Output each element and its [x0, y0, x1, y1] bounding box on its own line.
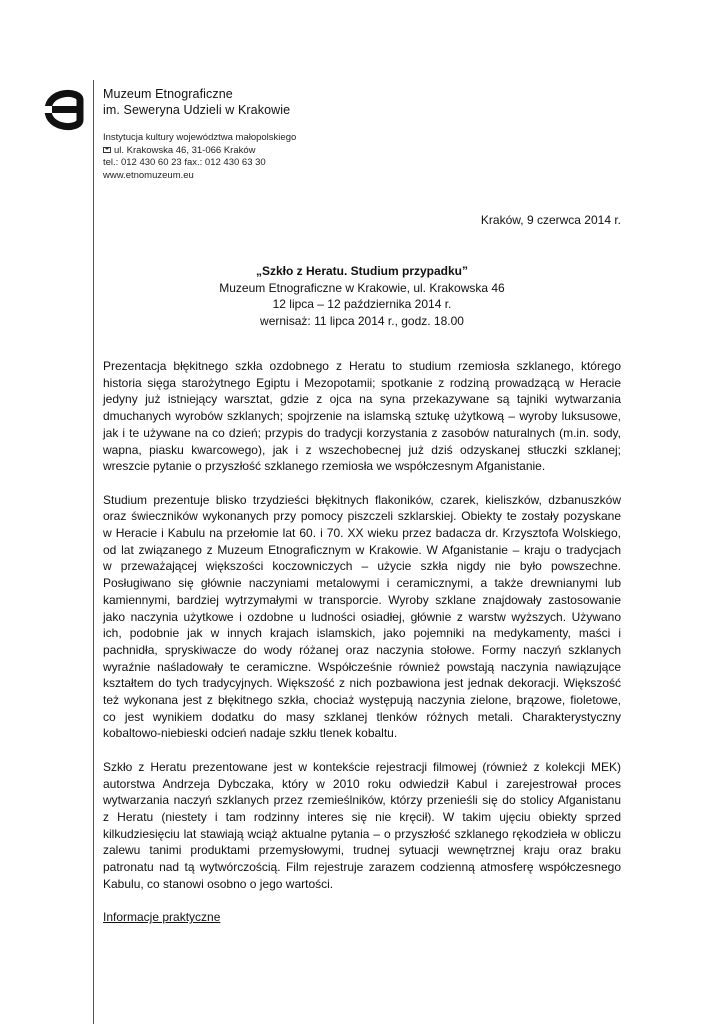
- exhibition-title-block: [103, 263, 621, 330]
- text-line: kształtem do tych tradycyjnych. Większość z nich pozbawiona jest jednak dekoracji. Większość: [103, 676, 621, 691]
- text-line: historia sięga starożytnego Egiptu i Mezopotamii; spotkanie z rodziną prowadzącą w Heracie: [103, 375, 621, 390]
- exhibition-title: „Szkło z Heratu. Studium przypadku”: [255, 264, 469, 278]
- text-line: kamiennymi, bardziej wytrzymałymi w transporcie. Wyroby szklane znajdowały zastosowanie: [103, 592, 621, 607]
- text-line: pachnidła, spryskiwacze do wody różanej oraz naczynia stołowe. Formy naczyń szklanych: [103, 642, 621, 657]
- text-line: Kabulu, co stanowi osobno o jego wartości.: [103, 876, 334, 891]
- text-line: Szkło z Heratu prezentowane jest w kontekście rejestracji filmowej (również z kolekcji MEK): [103, 759, 621, 774]
- text-line: z Heratu (niestety i tam rodzinny interes się nie kręcił). W takim ujęciu obiekty sprzed: [103, 809, 621, 824]
- text-line: autorstwa Andrzeja Dybczaka, który w 2010 roku odwiedził Kabul i zarejestrował proces: [103, 776, 621, 791]
- exhibition-dates: 12 lipca – 12 października 2014 r.: [272, 297, 452, 312]
- text-line: w Heracie i Kabulu na przełomie lat 60. i 70. XX wieku przez badacza dr. Krzysztofa Wolskiego,: [103, 526, 621, 541]
- text-line: Studium prezentuje blisko trzydzieści błękitnych flakoników, czarek, kieliszków, dzbanuszków: [103, 492, 621, 507]
- envelope-icon: [103, 147, 111, 153]
- letter-date: Kraków, 9 czerwca 2014 r.: [480, 213, 621, 227]
- paragraph-1: [103, 358, 621, 475]
- practical-info-link[interactable]: Informacje praktyczne: [103, 910, 221, 925]
- text-line: dmuchanych wyrobów szklanych; spojrzenie na islamską sztukę użytkową – wyroby luksusowe,: [103, 409, 621, 424]
- text-line: ich, podobnie jak w innych krajach islamskich, jako pojemniki na medykamenty, maści i: [103, 626, 621, 641]
- text-line: wyraźnie naśladowały te ceramiczne. Współcześnie również powstają naczynia nawiązujące: [103, 659, 621, 674]
- text-line: wreszcie pytanie o przyszłość szklanego rzemiosła we współczesnym Afganistanie.: [103, 459, 546, 474]
- museum-name-line2: im. Seweryna Udzieli w Krakowie: [103, 103, 291, 117]
- museum-name-line1: Muzeum Etnograficzne: [103, 87, 233, 101]
- text-line: jedyny już istniejący warsztat, gdzie z ojca na syna przekazywane są tajniki wytwarzania: [103, 392, 621, 407]
- exhibition-venue: Muzeum Etnograficzne w Krakowie, ul. Krakowska 46: [219, 280, 505, 295]
- text-line: patronatu nad tą wytwórczością. Film rejestruje zarazem codzienną atmosferę współczesnego: [103, 860, 621, 875]
- text-line: jako naczynia użytkowe i ozdobne u ludności osiadłej, głównie z warstw wyższych. Używano: [103, 609, 621, 624]
- address-line: [103, 145, 423, 158]
- text-line: kilkudziesięciu lat stawiają wciąż aktualne pytania – o przyszłość szklanego rękodzieła w obliczu: [103, 826, 621, 841]
- phone-fax: tel.: 012 430 60 23 fax.: 012 430 63 30: [103, 157, 266, 168]
- text-line: oraz świeczników wykonanych przy pomocy piszczeli szklarskiej. Obiekty te zostały pozyskane: [103, 509, 621, 524]
- address-text: ul. Krakowska 46, 31-066 Kraków: [114, 144, 256, 156]
- text-line: zalewu tanimi produktami przemysłowymi, trudnej sytuacji wewnętrznej kraju oraz braku: [103, 843, 621, 858]
- letterhead: [103, 86, 423, 182]
- text-line: co jest wynikiem dodatku do masy szklanej tlenków różnych metali. Charakterystyczny: [103, 709, 621, 724]
- text-line: też wykonana jest z błękitnego szkła, chociaż występują naczynia zielone, brązowe, fioletowe,: [103, 693, 621, 708]
- institution-text: Instytucja kultury województwa małopolskiego: [103, 132, 297, 143]
- museum-logo-icon: [44, 84, 84, 136]
- paragraph-3: [103, 759, 621, 893]
- exhibition-opening: wernisaż: 11 lipca 2014 r., godz. 18.00: [260, 314, 464, 329]
- margin-rule: [93, 80, 94, 1024]
- paragraph-2: [103, 492, 621, 743]
- text-line: Posługiwano się głównie naczyniami metalowymi i ceramicznymi, a także drewnianymi lub: [103, 576, 621, 591]
- text-line: kobaltowo-niebieski odcień nadaje szkłu tlenek kobaltu.: [103, 726, 398, 741]
- text-line: wapna, piasku kwarcowego), jak i z wszechobecnej już dziś odzyskanej stłuczki szklanej;: [103, 442, 621, 457]
- text-line: Prezentacja błękitnego szkła ozdobnego z Heratu to studium rzemiosła szklanego, którego: [103, 359, 621, 373]
- text-line: jak i te używane na co dzień; przypis do tradycji korzystania z zasobów naturalnych (m.in. sody,: [103, 425, 621, 440]
- text-line: w przeważającej większości koczowniczych – użycie szkła nigdy nie było powszechne.: [103, 559, 621, 574]
- text-line: wytwarzania naczyń szklanych przez rzemieślników, którzy przenieśli się do stolicy Afganistanu: [103, 793, 621, 808]
- website: www.etnomuzeum.eu: [103, 169, 194, 181]
- text-line: od lat związanego z Muzeum Etnograficznym w Krakowie. W Afganistanie – kraju o tradycjach: [103, 542, 621, 557]
- press-release-body: [103, 358, 621, 926]
